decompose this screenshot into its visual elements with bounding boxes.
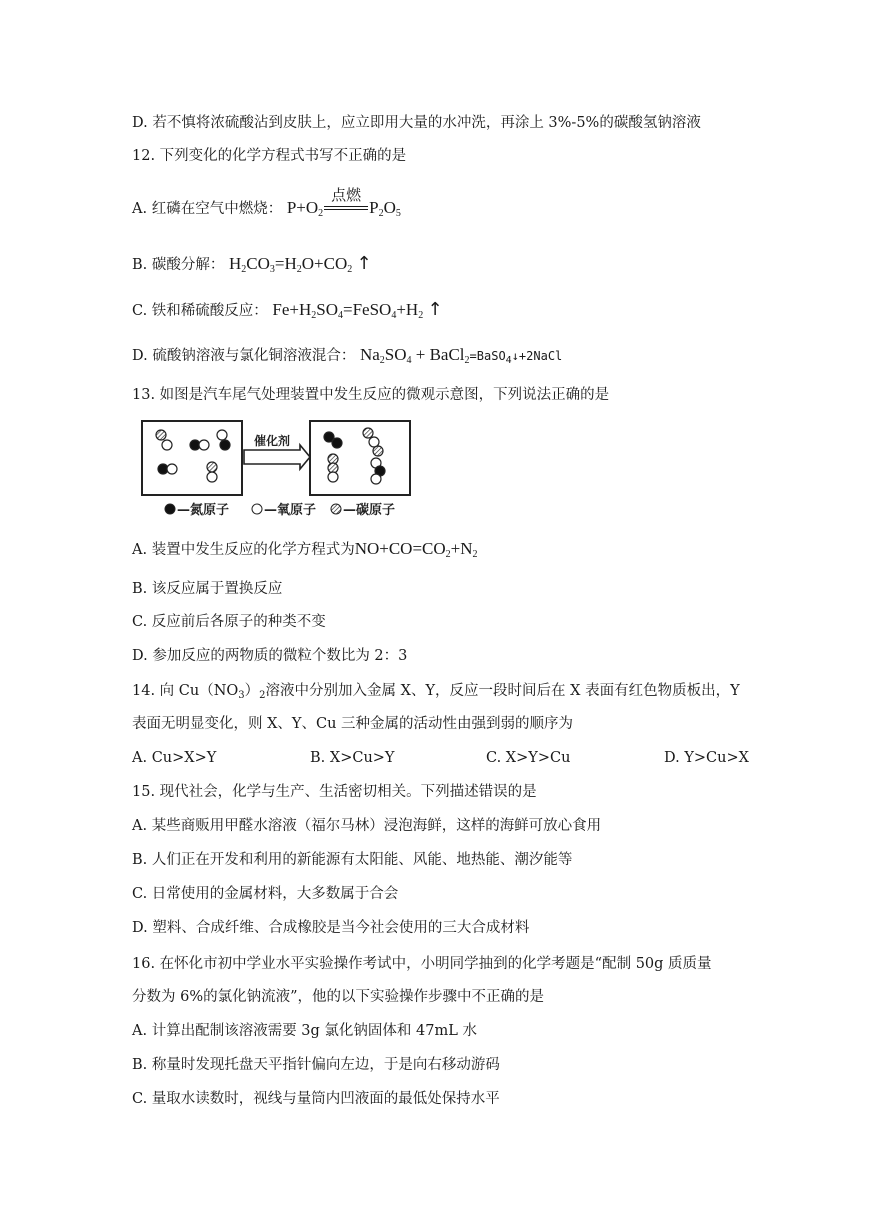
q15-option-a: A. 某些商贩用甲醛水溶液（福尔马林）浸泡海鲜，这样的海鲜可放心食用	[132, 818, 602, 834]
q13-a-formula: $NO+CO=CO_2+N_2$	[354, 539, 478, 560]
q14-option-b: B. X>Cu>Y	[310, 750, 395, 766]
q15-option-b: B. 人们正在开发和利用的新能源有太阳能、风能、地热能、潮汐能等	[132, 852, 573, 868]
q12-b-prefix: B. 碳酸分解：	[132, 257, 225, 273]
gas-arrow-icon: ↑	[356, 253, 372, 274]
q13-option-a	[132, 539, 478, 560]
nitrogen-atom-icon	[165, 504, 175, 514]
q12-stem: 12. 下列变化的化学方程式书写不正确的是	[132, 148, 407, 164]
q12-a-prefix: A. 红磷在空气中燃烧：	[132, 201, 283, 217]
q12-option-c	[132, 300, 443, 321]
q12-d-prefix: D. 硫酸钠溶液与氯化铜溶液混合：	[132, 348, 356, 364]
q12-option-a	[132, 186, 401, 219]
q12-c-prefix: C. 铁和稀硫酸反应：	[132, 303, 268, 319]
q13-option-d: D. 参加反应的两物质的微粒个数比为 2：3	[132, 648, 408, 664]
q13-stem: 13. 如图是汽车尾气处理装置中发生反应的微观示意图，下列说法正确的是	[132, 387, 610, 403]
q13-a-prefix: A. 装置中发生反应的化学方程式为	[132, 542, 355, 558]
q13-option-c: C. 反应前后各原子的种类不变	[132, 614, 326, 630]
catalyst-label: 催化剂	[253, 434, 291, 448]
svg-text:—碳原子: —碳原子	[343, 503, 396, 518]
q14-stem-line1: 14. 向 $Cu(NO_3)_2$溶液中分别加入金属 X、Y，反应一段时间后在 X 表面有红色物质板出，Y	[132, 683, 740, 701]
reaction-micro-diagram	[140, 417, 415, 522]
q16-stem-line2: 分数为 6%的氯化钠流液”，他的以下实验操作步骤中不正确的是	[132, 989, 545, 1005]
q12-d-formula: $Na_2SO_4$ + BaCl$_2$	[359, 345, 470, 366]
q16-option-c: C. 量取水读数时，视线与量筒内凹液面的最低处保持水平	[132, 1091, 500, 1107]
diagram-legend	[165, 502, 395, 518]
q14-option-a: A. Cu>X>Y	[132, 750, 217, 766]
product-molecules	[324, 428, 385, 484]
reaction-condition: 点燃	[324, 202, 368, 216]
gas-arrow-icon: ↑	[427, 299, 443, 320]
q15-option-d: D. 塑料、合成纤维、合成橡胶是当今社会使用的三大合成材料	[132, 920, 530, 936]
q12-a-formula: $P+O_2$ 点燃 $P_2O_5$	[286, 186, 401, 219]
reaction-arrow	[244, 433, 310, 469]
q14-option-d: D. Y>Cu>X	[664, 750, 749, 766]
q12-c-formula: $Fe+H_2SO_4=FeSO_4+H_2$ ↑	[272, 299, 443, 321]
q12-b-formula: $H_2CO_3=H_2O+CO_2$ ↑	[228, 253, 372, 275]
q13-option-b: B. 该反应属于置换反应	[132, 581, 283, 597]
q12-d-tail: =BaSO$_4$↓+2NaCl	[469, 349, 563, 366]
product-box	[310, 421, 410, 495]
svg-text:—氮原子: —氮原子	[177, 503, 230, 518]
q12-option-d	[132, 345, 562, 366]
q14-option-c: C. X>Y>Cu	[486, 750, 571, 766]
q16-option-b: B. 称量时发现托盘天平指针偏向左边，于是向右移动游码	[132, 1057, 500, 1073]
q16-stem-line1: 16. 在怀化市初中学业水平实验操作考试中，小明同学抽到的化学考题是“配制 50g 质质量	[132, 956, 712, 972]
q16-option-a: A. 计算出配制该溶液需要 3g 氯化钠固体和 47mL 水	[132, 1023, 477, 1039]
q15-option-c: C. 日常使用的金属材料，大多数属于合会	[132, 886, 399, 902]
q15-stem: 15. 现代社会，化学与生产、生活密切相关。下列描述错误的是	[132, 784, 537, 800]
q14-stem-line2: 表面无明显变化，则 X、Y、Cu 三种金属的活动性由强到弱的顺序为	[132, 716, 574, 732]
carbon-atom-icon	[331, 504, 341, 514]
oxygen-atom-icon	[252, 504, 262, 514]
reactant-molecules	[156, 430, 230, 482]
svg-text:—氧原子: —氧原子	[264, 503, 317, 518]
q12-option-b	[132, 254, 372, 275]
q11-option-d: D. 若不慎将浓硫酸沾到皮肤上，应立即用大量的水冲洗，再涂上 3%-5%的碳酸氢钠溶液	[132, 115, 701, 131]
